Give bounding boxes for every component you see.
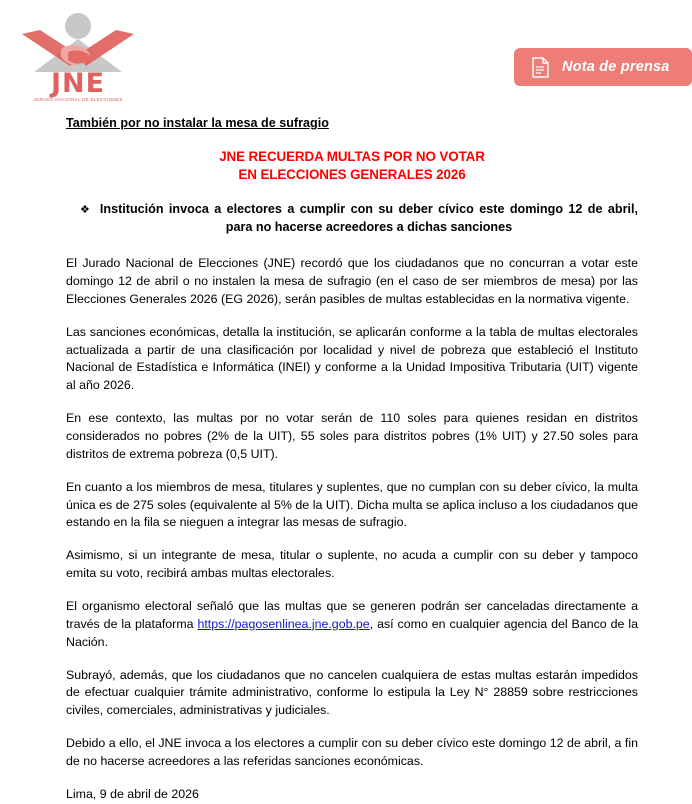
payment-platform-link[interactable]: https://pagosenlinea.jne.gob.pe (197, 616, 370, 631)
paragraph: Las sanciones económicas, detalla la institución, se aplicarán conforme a la tabla de multas electorales actualizada a partir de una clasificación por localidad y nivel de pobreza que estableció el Instituto Nacional de Estadística e Informática (INEI) y conforme a la Unidad Impositiva Tributaria (UIT) vigente al año 2026. (66, 324, 638, 393)
paragraph: Asimismo, si un integrante de mesa, titular o suplente, no acuda a cumplir con su deber y tampoco emita su voto, recibirá ambas multas electorales. (66, 548, 638, 581)
jne-emblem-icon (18, 12, 138, 74)
jne-tagline: JURADO NACIONAL DE ELECCIONES (33, 97, 123, 102)
article-dateline: Lima, 9 de abril de 2026 (66, 786, 199, 801)
press-note-badge (514, 48, 692, 86)
paragraph: En cuanto a los miembros de mesa, titulares y suplentes, que no cumplan con su deber cívico, la multa única es de 275 soles (equivalente al 5% de la UIT). Dicha multa se aplica incluso a los ciudadanos que estando en la fila se nieguen a integrar las mesas de sufragio. (66, 479, 638, 530)
link-paragraph-after: , así como en cualquier agencia del Banco de la Nación. (66, 616, 638, 649)
paragraph: En ese contexto, las multas por no votar serán de 110 soles para quienes residan en distritos considerados no pobres (2% de la UIT), 55 soles para distritos pobres (1% UIT) y 27.50 soles para distritos de extrema pobreza (0,5 UIT). (66, 411, 638, 461)
headline-line-1: JNE RECUERDA MULTAS POR NO VOTAR (219, 148, 485, 164)
article-subhead-text: Institución invoca a electores a cumplir con su deber cívico este domingo 12 de abril, para no hacerse acreedores a dichas sanciones (99, 202, 638, 235)
jne-wordmark: JNE (50, 68, 106, 99)
paragraph: Subrayó, además, que los ciudadanos que no cancelen cualquiera de estas multas estarán impedidos de efectuar cualquier trámite administrativo, conforme lo estipula la Ley N° 28859 sobre restricciones civiles, comerciales, administrativas y judiciales. (66, 667, 638, 718)
paragraph-with-link (66, 598, 638, 652)
headline-line-2: EN ELECCIONES GENERALES 2026 (238, 166, 466, 182)
document-icon (532, 57, 549, 78)
jne-logo (18, 12, 138, 104)
paragraph: Debido a ello, el JNE invoca a los electores a cumplir con su deber cívico este domingo 12 de abril, a fin de no hacerse acreedores a las referidas sanciones económicas. (66, 736, 638, 769)
document-header (0, 0, 692, 110)
link-paragraph-before: El organismo electoral señaló que las multas que se generen podrán ser canceladas directamente a través de la plataforma (66, 599, 638, 631)
paragraph: El Jurado Nacional de Elecciones (JNE) recordó que los ciudadanos que no concurran a votar este domingo 12 de abril o no instalen la mesa de sufragio (en el caso de ser miembros de mesa) por las Elecciones Generales 2026 (EG 2026), serán pasibles de multas establecidas en la normativa vigente. (66, 256, 638, 306)
article-headline (66, 148, 638, 184)
article-subhead (66, 201, 638, 237)
article-body (66, 116, 638, 804)
article-kicker: También por no instalar la mesa de sufragio (66, 116, 329, 130)
press-note-label: Nota de prensa (562, 59, 670, 75)
diamond-bullet-icon: ❖ (80, 203, 90, 217)
